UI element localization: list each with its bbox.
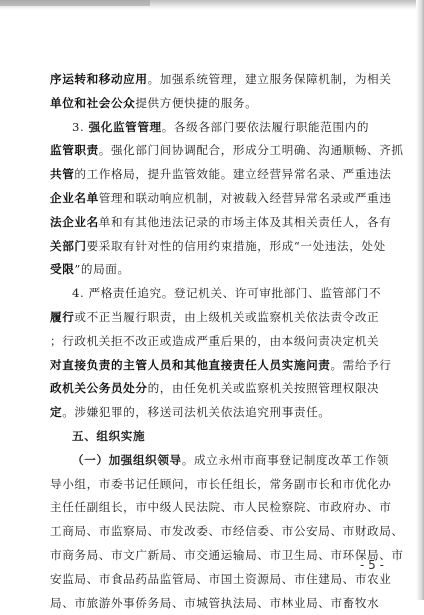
text-line — [50, 473, 392, 497]
handwritten-emphasis: 序运转和移动应用 — [50, 72, 148, 86]
bold-text: （一）加强组织领导 — [72, 452, 182, 467]
handwritten-emphasis: 企业名单 — [50, 190, 99, 205]
text-run: 3. — [72, 119, 89, 134]
text-line — [50, 520, 404, 544]
text-line — [50, 282, 382, 306]
text-run: 单和有其他违法记录的市场主体及其相关责任人，各有 — [98, 214, 392, 229]
text-run: 或不正当履行职责，由上级机关或监察机关依法责令改正 — [74, 309, 380, 324]
text-line — [50, 258, 378, 282]
handwritten-emphasis: 共管 — [50, 167, 75, 182]
text-line — [50, 592, 378, 615]
bold-text: 强化监管管理 — [88, 119, 162, 134]
scan-shadow-top — [0, 0, 424, 10]
text-run: 提供方便快捷的服务。 — [135, 95, 258, 110]
text-line — [50, 544, 404, 568]
handwritten-emphasis: 履行 — [50, 309, 75, 324]
handwritten-emphasis: 关部门 — [50, 238, 87, 253]
text-line — [50, 449, 390, 473]
document-page — [50, 68, 404, 615]
text-run: 管理和联动响应机制，对被载入经营异常名录或严重违 — [98, 190, 392, 205]
text-run: ”的局面。 — [74, 262, 130, 277]
text-line — [50, 211, 392, 235]
text-line — [50, 496, 392, 520]
handwritten-emphasis: 政机关公务员处分 — [50, 381, 148, 396]
text-run: 要采取有针对性的信用约束措施，形成“一处违法，处处 — [86, 238, 386, 253]
handwritten-emphasis: 定 — [50, 405, 63, 420]
text-line — [50, 92, 378, 116]
text-run: 工商局、市监察局、市发改委、市经信委、市公安局、市财政局、 — [50, 524, 404, 539]
text-run: 导小组，市委书记任顾问，市长任组长，常务副市长和市优化办 — [50, 476, 392, 491]
text-run: ；行政机关拒不改正或造成严重后果的，由本级问责决定机关 — [50, 333, 380, 348]
text-run: 安监局、市食品药品监管局、市国土资源局、市住建局、市农业 — [50, 571, 392, 586]
handwritten-emphasis: 受限 — [50, 262, 75, 277]
text-line — [50, 139, 404, 163]
text-line — [50, 306, 378, 330]
text-run: 局、市旅游外事侨务局、市城管执法局、市林业局、市畜牧水 — [50, 595, 380, 610]
text-line — [50, 354, 392, 378]
text-run: 主任任副组长，市中级人民法院、市人民检察院、市政府办、市 — [50, 500, 392, 515]
text-line — [50, 187, 392, 211]
text-line — [50, 377, 378, 401]
text-line — [50, 401, 378, 425]
handwritten-emphasis: 对直接负责的主管人员和其他直接责任人员实施问责 — [50, 357, 331, 372]
text-line — [50, 68, 392, 92]
text-run: 的工作格局，提升监管效能。建立经营异常名录、严重违法 — [74, 167, 392, 182]
text-run: 4. 严格责任追究。登记机关、许可审批部门、监管部门不 — [72, 286, 382, 301]
text-line — [50, 568, 392, 592]
text-line — [50, 330, 378, 354]
text-run: 。涉嫌犯罪的，移送司法机关依法追究刑事责任。 — [62, 405, 331, 420]
text-line — [50, 116, 378, 140]
text-run: 市商务局、市文广新局、市交通运输局、市卫生局、市环保局、市 — [50, 547, 404, 562]
text-run: 的，由任免机关或监察机关按照管理权限决 — [147, 381, 380, 396]
text-line — [50, 425, 378, 449]
text-run: 。强化部门间协调配合，形成分工明确、沟通顺畅、齐抓 — [98, 143, 404, 158]
page-number: - 5 - — [360, 558, 384, 572]
bold-text: 五、组织实施 — [72, 428, 146, 443]
text-line — [50, 163, 392, 187]
handwritten-emphasis: 法企业名 — [50, 214, 99, 229]
text-run: 。加强系统管理，建立服务保障机制，为相关 — [147, 72, 392, 86]
scan-shadow-right — [416, 0, 424, 600]
handwritten-emphasis: 单位和社会公众 — [50, 95, 136, 110]
text-run: 。需给予行 — [330, 357, 392, 372]
text-run: 。成立永州市商事登记制度改革工作领 — [181, 452, 390, 467]
handwritten-emphasis: 监管职责 — [50, 143, 99, 158]
text-line — [50, 235, 386, 259]
text-run: 。各级各部门要依法履行职能范围内的 — [161, 119, 370, 134]
